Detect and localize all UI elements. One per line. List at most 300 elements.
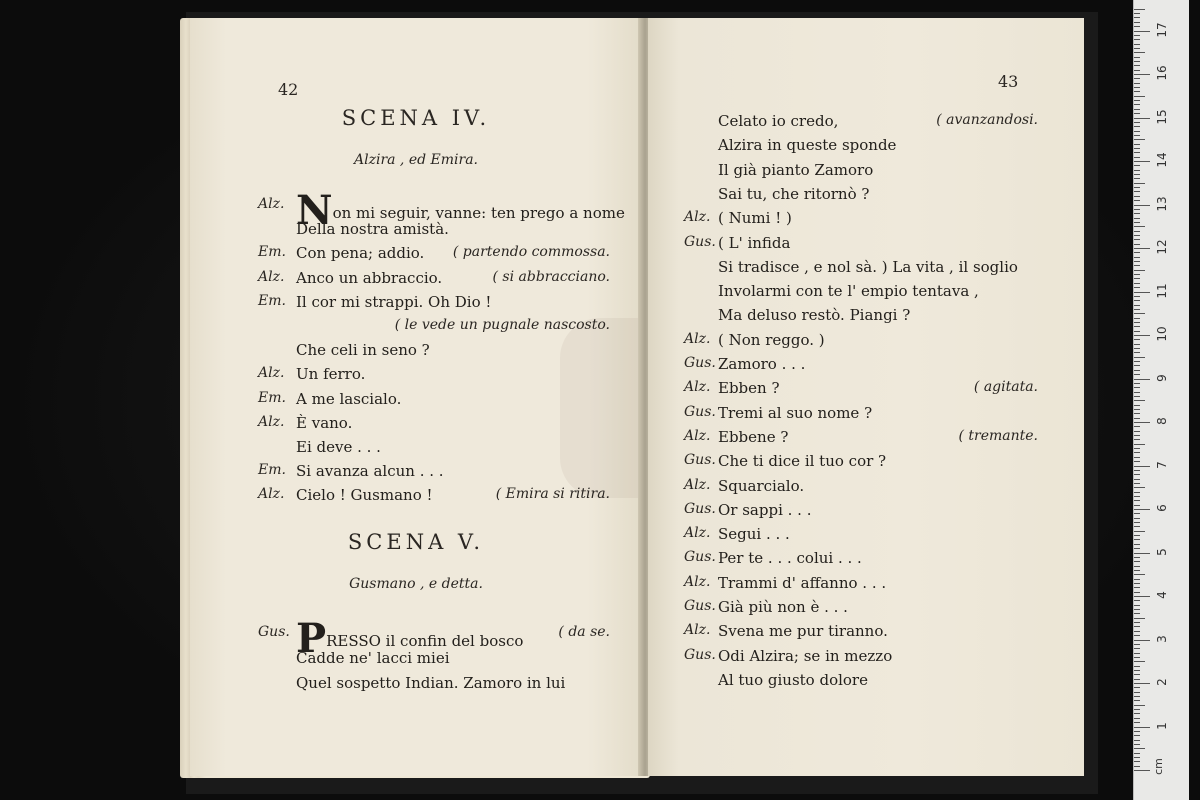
ruler-tick — [1134, 318, 1140, 319]
verse-text: Cadde ne' lacci miei — [296, 649, 450, 667]
verse-text: on mi seguir, vanne: ten prego a nome — [332, 204, 625, 222]
verse-line — [296, 649, 450, 667]
speaker-label: Gus. — [684, 500, 716, 517]
ruler-tick — [1134, 592, 1140, 593]
stage-direction: ( Emira si ritira. — [495, 486, 610, 503]
scene-cast-2: Gusmano , e detta. — [349, 576, 483, 592]
ruler-tick — [1134, 770, 1150, 771]
verse-line — [296, 414, 352, 432]
ruler-tick — [1134, 505, 1140, 506]
ruler-tick — [1134, 579, 1140, 580]
verse-line — [296, 365, 365, 383]
ruler-tick — [1134, 365, 1140, 366]
verse-text: Cielo ! Gusmano ! — [296, 486, 433, 505]
verse-line — [718, 355, 805, 373]
ruler-tick — [1134, 457, 1140, 458]
ruler-label: 1 — [1155, 721, 1169, 730]
ruler-tick — [1134, 370, 1140, 371]
speaker-label: Gus. — [684, 452, 716, 469]
ruler-tick — [1134, 692, 1140, 693]
ruler-tick — [1134, 731, 1140, 732]
ruler-label: 9 — [1155, 373, 1169, 382]
speaker-label: Alz. — [684, 622, 711, 639]
speaker-label: Gus. — [684, 355, 716, 371]
verse-line — [296, 341, 430, 359]
ruler-tick — [1134, 178, 1140, 179]
ruler-tick — [1134, 126, 1140, 127]
ruler-tick — [1134, 683, 1150, 684]
ruler-tick — [1134, 705, 1145, 706]
verse-text: Ebben ? — [718, 379, 780, 398]
ruler-label: 3 — [1155, 634, 1169, 643]
ruler-tick — [1134, 605, 1140, 606]
ruler-tick — [1134, 666, 1140, 667]
verse-line — [718, 379, 780, 397]
ruler-tick — [1134, 161, 1150, 162]
verse-line — [718, 112, 838, 130]
verse-line — [296, 674, 565, 692]
ruler-label: 10 — [1155, 326, 1169, 342]
ruler-tick — [1134, 91, 1140, 92]
verse-text: Un ferro. — [296, 365, 366, 384]
ruler-tick — [1134, 196, 1140, 197]
ruler-tick — [1134, 622, 1140, 623]
ruler-tick — [1134, 152, 1140, 153]
ruler-tick — [1134, 22, 1140, 23]
stage-direction: ( partendo commossa. — [452, 244, 610, 261]
ruler-tick — [1134, 296, 1140, 297]
ruler-tick — [1134, 761, 1140, 762]
ruler-tick — [1134, 657, 1140, 658]
ruler-tick — [1134, 557, 1140, 558]
ruler-tick — [1134, 209, 1140, 210]
ruler-tick — [1134, 57, 1140, 58]
ruler-tick — [1134, 113, 1140, 114]
ruler-tick — [1134, 392, 1140, 393]
verse-text: È vano. — [296, 413, 353, 432]
ruler-tick — [1134, 409, 1140, 410]
stage-direction: ( le vede un pugnale nascosto. — [394, 317, 610, 333]
ruler-tick — [1134, 205, 1150, 206]
ruler-tick — [1134, 52, 1145, 53]
ruler-tick — [1134, 357, 1145, 358]
ruler-tick — [1134, 174, 1140, 175]
ruler-tick — [1134, 613, 1140, 614]
ruler-tick — [1134, 287, 1140, 288]
ruler-tick — [1134, 487, 1145, 488]
ruler-tick — [1134, 670, 1140, 671]
speaker-label: Em. — [258, 462, 286, 479]
ruler-tick — [1134, 331, 1140, 332]
ruler-tick — [1134, 740, 1140, 741]
verse-text: Trammi d' affanno . . . — [718, 573, 887, 592]
ruler-tick — [1134, 261, 1140, 262]
verse-text: A me lascialo. — [296, 389, 402, 408]
ruler-tick — [1134, 248, 1150, 249]
ruler-tick — [1134, 444, 1145, 445]
verse-line — [718, 185, 869, 203]
left-page — [190, 18, 642, 776]
speaker-label: Alz. — [258, 365, 285, 382]
ruler-tick — [1134, 496, 1140, 497]
ruler-tick — [1134, 96, 1145, 97]
ruler-tick — [1134, 144, 1140, 145]
ruler-tick — [1134, 65, 1140, 66]
ruler-tick — [1134, 74, 1150, 75]
ruler-tick — [1134, 479, 1140, 480]
ruler-tick — [1134, 526, 1140, 527]
ruler-tick — [1134, 644, 1140, 645]
ruler-tick — [1134, 626, 1140, 627]
measuring-ruler — [1133, 0, 1189, 800]
verse-line — [718, 404, 872, 422]
speaker-label: Gus. — [684, 233, 716, 250]
speaker-label: Alz. — [684, 330, 711, 347]
ruler-tick — [1134, 339, 1140, 340]
verse-line — [718, 136, 896, 154]
verse-text: Squarcialo. — [718, 476, 805, 495]
speaker-label: Gus. — [684, 549, 716, 566]
speaker-label: Alz. — [258, 196, 285, 212]
ruler-tick — [1134, 70, 1140, 71]
ruler-tick — [1134, 539, 1140, 540]
verse-text: Il già pianto Zamoro — [718, 160, 874, 179]
speaker-label: Alz. — [684, 525, 711, 542]
ruler-tick — [1134, 17, 1140, 18]
ruler-tick — [1134, 431, 1140, 432]
verse-text: Si avanza alcun . . . — [296, 462, 444, 481]
ruler-tick — [1134, 9, 1145, 10]
ruler-tick — [1134, 618, 1145, 619]
speaker-label: Alz. — [684, 379, 711, 396]
ruler-tick — [1134, 435, 1140, 436]
ruler-tick — [1134, 344, 1140, 345]
verse-text: Segui . . . — [718, 525, 790, 544]
ruler-tick — [1134, 653, 1140, 654]
ruler-tick — [1134, 352, 1140, 353]
ruler-tick — [1134, 239, 1140, 240]
speaker-label: Em. — [258, 389, 286, 406]
ruler-tick — [1134, 709, 1140, 710]
ruler-tick — [1134, 500, 1140, 501]
ruler-tick — [1134, 213, 1140, 214]
ruler-tick — [1134, 135, 1140, 136]
ruler-label: 15 — [1155, 108, 1169, 125]
ruler-tick — [1134, 379, 1150, 380]
verse-text: Svena me pur tiranno. — [718, 622, 888, 641]
ruler-tick — [1134, 405, 1140, 406]
verse-text: Alzira in queste sponde — [718, 136, 897, 155]
ruler-tick — [1134, 31, 1150, 32]
ruler-tick — [1134, 466, 1150, 467]
scene-title-2: SCENA V. — [347, 530, 485, 554]
verse-line — [718, 501, 812, 519]
verse-text: Con pena; addio. — [296, 244, 425, 263]
ruler-label: 7 — [1155, 460, 1169, 469]
ruler-tick — [1134, 713, 1140, 714]
ruler-tick — [1134, 100, 1140, 101]
ruler-tick — [1134, 300, 1140, 301]
ruler-tick — [1134, 326, 1140, 327]
verse-line — [718, 428, 788, 446]
ruler-tick — [1134, 335, 1150, 336]
ruler-tick — [1134, 48, 1140, 49]
speaker-label: Alz. — [684, 427, 711, 444]
ruler-tick — [1134, 483, 1140, 484]
ruler-tick — [1134, 413, 1140, 414]
speaker-label: Alz. — [258, 268, 285, 285]
ruler-unit: cm — [1151, 758, 1165, 775]
ruler-tick — [1134, 13, 1140, 14]
verse-text: Ma deluso restò. Piangi ? — [718, 306, 911, 325]
ruler-tick — [1134, 44, 1140, 45]
ruler-tick — [1134, 26, 1140, 27]
ruler-tick — [1134, 292, 1150, 293]
page-number-left: 42 — [278, 80, 299, 99]
verse-text: Celato io credo, — [718, 112, 839, 130]
ruler-tick — [1134, 309, 1140, 310]
ruler-tick — [1134, 109, 1140, 110]
ruler-tick — [1134, 139, 1145, 140]
stage-direction: ( avanzandosi. — [936, 112, 1038, 128]
speaker-label: Alz. — [684, 573, 711, 590]
verse-line — [718, 671, 868, 689]
verse-text: Ebbene ? — [718, 427, 789, 446]
scene-title: SCENA IV. — [341, 106, 491, 130]
ruler-tick — [1134, 648, 1140, 649]
ruler-label: 12 — [1155, 239, 1169, 255]
ruler-tick — [1134, 305, 1140, 306]
speaker-label: Gus. — [684, 646, 716, 663]
ruler-tick — [1134, 374, 1140, 375]
verse-text: Involarmi con te l' empio tentava , — [718, 282, 979, 301]
ruler-tick — [1134, 561, 1140, 562]
ruler-label: 2 — [1155, 678, 1169, 686]
speaker-label: Gus. — [684, 403, 716, 420]
verse-line — [718, 647, 892, 665]
verse-line — [296, 244, 424, 262]
ruler-tick — [1134, 104, 1140, 105]
ruler-tick — [1134, 596, 1150, 597]
verse-line — [296, 438, 381, 456]
ruler-label: 5 — [1155, 547, 1169, 556]
speaker-label: Gus. — [258, 624, 290, 640]
ruler-tick — [1134, 718, 1140, 719]
ruler-label: 8 — [1155, 417, 1169, 425]
verse-text: Tremi al suo nome ? — [718, 403, 873, 422]
page-number-right: 43 — [998, 72, 1019, 91]
verse-text: ( L' infida — [718, 233, 791, 252]
verse-text: Or sappi . . . — [718, 500, 812, 519]
ruler-tick — [1134, 265, 1140, 266]
ruler-label: 11 — [1155, 282, 1169, 299]
stage-direction: ( agitata. — [973, 379, 1038, 396]
speaker-label: Alz. — [684, 209, 711, 226]
ruler-tick — [1134, 448, 1140, 449]
ruler-tick — [1134, 640, 1150, 641]
verse-line — [718, 525, 790, 543]
speaker-label: Gus. — [684, 598, 716, 614]
verse-text: Della nostra amistà. — [296, 220, 449, 239]
verse-line — [718, 549, 862, 567]
verse-line — [296, 220, 449, 238]
verse-text: Si tradisce , e nol sà. ) La vita , il soglio — [718, 257, 1018, 276]
right-page — [648, 18, 1084, 776]
ruler-tick — [1134, 470, 1140, 471]
ruler-tick — [1134, 400, 1145, 401]
ruler-tick — [1134, 587, 1140, 588]
verse-line — [296, 269, 442, 287]
verse-text: Quel sospetto Indian. Zamoro in lui — [296, 674, 566, 692]
ruler-tick — [1134, 387, 1140, 388]
ruler-tick — [1134, 766, 1140, 767]
ruler-tick — [1134, 544, 1140, 545]
stage-direction: ( si abbracciano. — [492, 268, 610, 285]
speaker-label: Alz. — [258, 413, 285, 430]
ruler-tick — [1134, 439, 1140, 440]
ruler-tick — [1134, 553, 1150, 554]
ruler-tick — [1134, 131, 1140, 132]
ruler-tick — [1134, 183, 1145, 184]
ruler-tick — [1134, 257, 1140, 258]
ruler-tick — [1134, 509, 1150, 510]
ruler-tick — [1134, 674, 1140, 675]
ruler-tick — [1134, 278, 1140, 279]
ruler-tick — [1134, 566, 1140, 567]
verse-line — [718, 452, 886, 470]
ruler-tick — [1134, 748, 1145, 749]
ruler-tick — [1134, 574, 1145, 575]
verse-text: Ei deve . . . — [296, 438, 381, 456]
verse-line — [718, 574, 886, 592]
speaker-label: Em. — [258, 244, 286, 261]
ruler-tick — [1134, 313, 1145, 314]
ruler-tick — [1134, 744, 1140, 745]
ruler-tick — [1134, 231, 1140, 232]
ruler-tick — [1134, 426, 1140, 427]
ruler-tick — [1134, 474, 1140, 475]
verse-line — [296, 462, 444, 480]
verse-text: ( Numi ! ) — [718, 209, 792, 228]
stage-direction: ( da se. — [558, 624, 610, 640]
ruler-tick — [1134, 422, 1150, 423]
speaker-label: Alz. — [684, 476, 711, 493]
ruler-tick — [1134, 531, 1145, 532]
ruler-tick — [1134, 727, 1150, 728]
ruler-tick — [1134, 200, 1140, 201]
verse-line — [718, 161, 873, 179]
verse-text: Che celi in seno ? — [296, 341, 430, 360]
ruler-tick — [1134, 757, 1140, 758]
ruler-tick — [1134, 148, 1140, 149]
verse-line — [718, 306, 910, 324]
ruler-tick — [1134, 244, 1140, 245]
ruler-tick — [1134, 635, 1140, 636]
ruler-tick — [1134, 165, 1140, 166]
ruler-tick — [1134, 383, 1140, 384]
verse-line — [718, 477, 804, 495]
ruler-tick — [1134, 461, 1140, 462]
ruler-tick — [1134, 61, 1140, 62]
ruler-tick — [1134, 118, 1150, 119]
ruler-tick — [1134, 418, 1140, 419]
ruler-tick — [1134, 283, 1140, 284]
ruler-tick — [1134, 78, 1140, 79]
verse-text: ( Non reggo. ) — [718, 330, 825, 349]
ruler-tick — [1134, 722, 1140, 723]
verse-line — [718, 282, 979, 300]
ruler-label: 17 — [1155, 21, 1169, 38]
ruler-tick — [1134, 396, 1140, 397]
drop-cap: P — [296, 615, 327, 662]
ruler-tick — [1134, 348, 1140, 349]
ruler-tick — [1134, 170, 1140, 171]
ruler-tick — [1134, 696, 1140, 697]
ruler-label: 6 — [1155, 504, 1169, 512]
ruler-tick — [1134, 83, 1140, 84]
ruler-label: 16 — [1155, 65, 1169, 81]
ruler-tick — [1134, 235, 1140, 236]
verse-text: Odi Alzira; se in mezzo — [718, 646, 893, 665]
verse-line — [718, 598, 848, 616]
ruler-tick — [1134, 753, 1140, 754]
ruler-label: 4 — [1155, 591, 1169, 599]
ruler-tick — [1134, 361, 1140, 362]
ruler-tick — [1134, 583, 1140, 584]
ruler-tick — [1134, 535, 1140, 536]
ruler-tick — [1134, 270, 1145, 271]
ruler-tick — [1134, 679, 1140, 680]
verse-text: Al tuo giusto dolore — [718, 670, 868, 689]
verse-text: Che ti dice il tuo cor ? — [718, 452, 887, 471]
ruler-tick — [1134, 218, 1140, 219]
ruler-tick — [1134, 492, 1140, 493]
verse-line — [718, 622, 888, 640]
verse-line — [718, 209, 792, 227]
verse-line — [296, 293, 491, 311]
verse-text: RESSO il confin del bosco — [326, 632, 524, 650]
ruler-tick — [1134, 735, 1140, 736]
ruler-tick — [1134, 87, 1140, 88]
ruler-tick — [1134, 187, 1140, 188]
ruler-tick — [1134, 226, 1145, 227]
ruler-tick — [1134, 157, 1140, 158]
stage-direction: ( tremante. — [958, 427, 1038, 444]
verse-text: Zamoro . . . — [718, 355, 806, 373]
ruler-tick — [1134, 322, 1140, 323]
ruler-tick — [1134, 609, 1140, 610]
drop-cap: N — [296, 187, 333, 234]
ruler-tick — [1134, 518, 1140, 519]
verse-text: Già più non è . . . — [718, 598, 848, 616]
ruler-tick — [1134, 600, 1140, 601]
verse-line — [718, 234, 790, 252]
verse-text: Il cor mi strappi. Oh Dio ! — [296, 292, 492, 311]
ruler-tick — [1134, 122, 1140, 123]
ruler-tick — [1134, 35, 1140, 36]
ruler-tick — [1134, 274, 1140, 275]
verse-line — [718, 258, 1018, 276]
verse-text: Sai tu, che ritornò ? — [718, 184, 870, 203]
ruler-tick — [1134, 548, 1140, 549]
ruler-tick — [1134, 452, 1140, 453]
verse-text: Anco un abbraccio. — [296, 268, 443, 287]
ruler-label: 14 — [1155, 152, 1169, 168]
ruler-tick — [1134, 191, 1140, 192]
ruler-tick — [1134, 39, 1140, 40]
speaker-label: Em. — [258, 292, 286, 309]
verse-line — [718, 331, 825, 349]
